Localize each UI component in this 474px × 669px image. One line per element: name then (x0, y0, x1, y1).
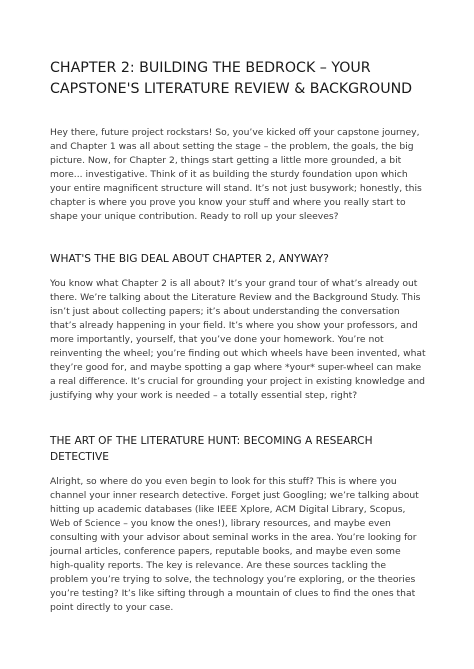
section-paragraph-big-deal: You know what Chapter 2 is all about? It’s your grand tour of what’s already out there. We’re talking about the Literature Review and the Background Study. This isn’t just about collecting papers; it’s about understanding the conversation that’s already happening in your field. It’s where you show your professors, and more importantly, yourself, that you’ve done your homework. You’re not reinventing the wheel; you’re finding out which wheels have been invented, what they’re good for, and maybe spotting a gap where *your* super-wheel can make a real difference. It’s crucial for grounding your project in existing knowledge and justifying why your work is needed – a totally essential step, right? (50, 278, 426, 401)
section-heading-literature-hunt: THE ART OF THE LITERATURE HUNT: BECOMING A RESEARCH DETECTIVE (50, 435, 373, 463)
intro-paragraph: Hey there, future project rockstars! So, you’ve kicked off your capstone journey, and Chapter 1 was all about setting the stage – the problem, the goals, the big picture. Now, for Chapter 2, things start getting a little more grounded, a bit more... investigative. Think of it as building the sturdy foundation upon which your entire magnificent structure will stand. It’s not just busywork; honestly, this chapter is where you prove you know your stuff and where you really start to shape your unique contribution. Ready to roll up your sleeves? (50, 127, 422, 222)
section-heading-big-deal: WHAT'S THE BIG DEAL ABOUT CHAPTER 2, ANYWAY? (50, 253, 329, 265)
chapter-title: CHAPTER 2: BUILDING THE BEDROCK – YOUR CAPSTONE'S LITERATURE REVIEW & BACKGROUND (50, 60, 413, 97)
section-paragraph-literature-hunt: Alright, so where do you even begin to look for this stuff? This is where you channel your inner research detective. Forget just Googling; we’re talking about hitting up academic databases (like IEEE Xplore, ACM Digital Library, Scopus, Web of Science – you know the ones!), library resources, and maybe even consulting with your advisor about seminal works in the area. You’re looking for journal articles, conference papers, reputable books, and maybe even some high-quality reports. The key is relevance. Are these sources tackling the problem you’re trying to solve, the technology you’re exploring, or the theories you’re testing? It’s like sifting through a mountain of clues to find the ones that point directly to your case. (50, 476, 419, 613)
